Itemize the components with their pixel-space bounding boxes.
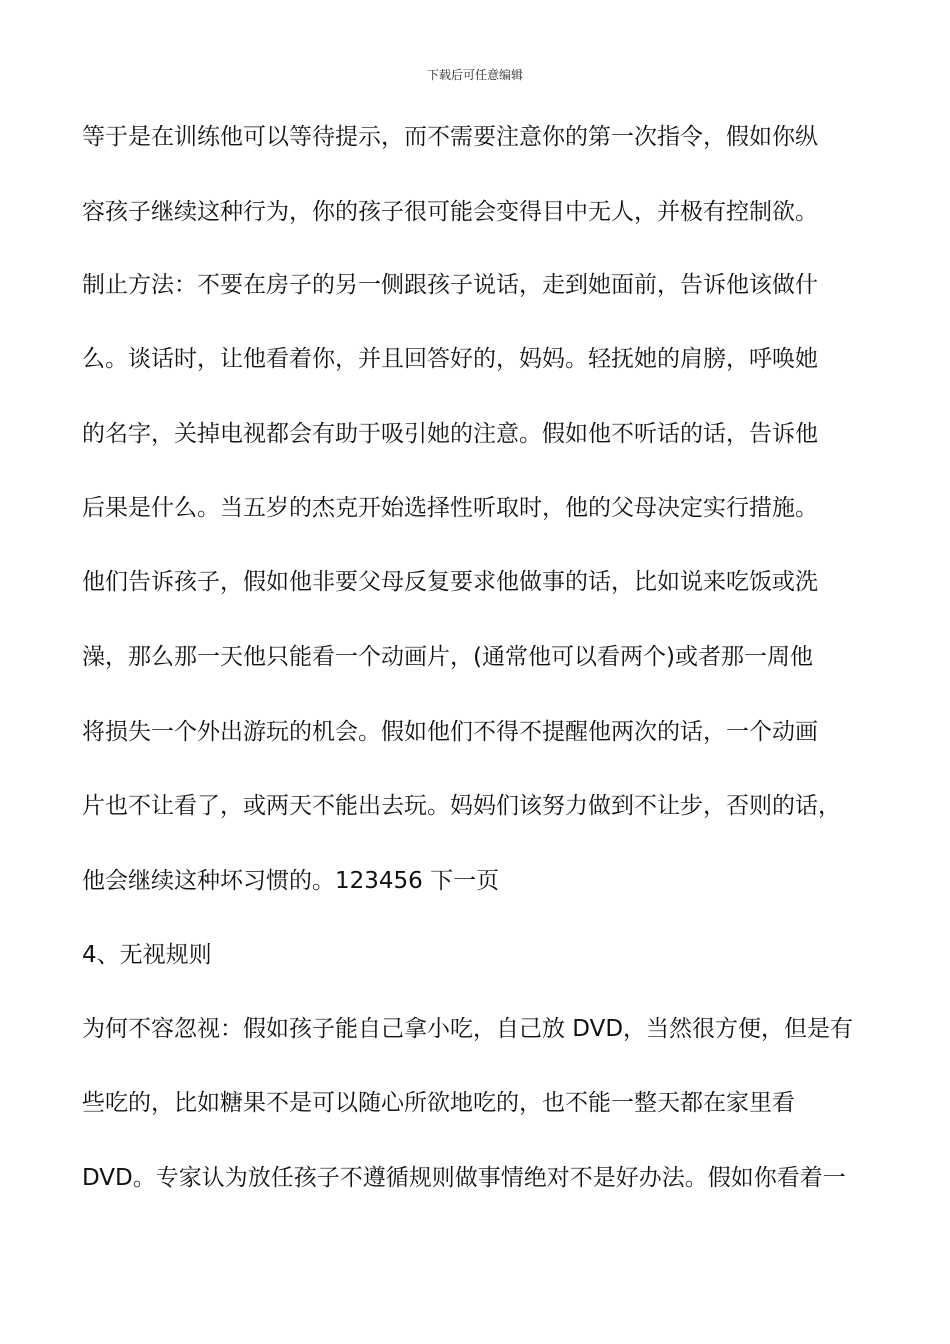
body-line-11: 他会继续这种坏习惯的。123456 下一页 (82, 868, 500, 894)
body-line-5: 的名字，关掉电视都会有助于吸引她的注意。假如他不听话的话，告诉他 (82, 421, 818, 447)
body-line-13: 为何不容忽视：假如孩子能自己拿小吃，自己放 DVD，当然很方便，但是有 (82, 1016, 854, 1042)
body-line-8: 澡，那么那一天他只能看一个动画片，(通常他可以看两个)或者那一周他 (82, 644, 813, 670)
body-line-6: 后果是什么。当五岁的杰克开始选择性听取时，他的父母决定实行措施。 (82, 495, 818, 521)
body-line-4: 么。谈话时，让他看着你，并且回答好的，妈妈。轻抚她的肩膀，呼唤她 (82, 346, 818, 372)
body-line-10: 片也不让看了，或两天不能出去玩。妈妈们该努力做到不让步，否则的话， (82, 793, 841, 819)
body-line-2: 容孩子继续这种行为，你的孩子很可能会变得目中无人，并极有控制欲。 (82, 199, 818, 225)
body-line-15: DVD。专家认为放任孩子不遵循规则做事情绝对不是好办法。假如你看着一 (82, 1165, 846, 1191)
body-line-3: 制止方法：不要在房子的另一侧跟孩子说话，走到她面前，告诉他该做什 (82, 272, 818, 298)
body-line-1: 等于是在训练他可以等待提示，而不需要注意你的第一次指令，假如你纵 (82, 124, 818, 150)
page-header: 下载后可任意编辑 (426, 68, 523, 82)
section-heading: 4、无视规则 (82, 942, 212, 968)
body-line-14: 些吃的，比如糖果不是可以随心所欲地吃的，也不能一整天都在家里看 (82, 1090, 795, 1116)
body-line-7: 他们告诉孩子，假如他非要父母反复要求他做事的话，比如说来吃饭或洗 (82, 569, 818, 595)
body-line-9: 将损失一个外出游玩的机会。假如他们不得不提醒他两次的话，一个动画 (82, 719, 818, 745)
